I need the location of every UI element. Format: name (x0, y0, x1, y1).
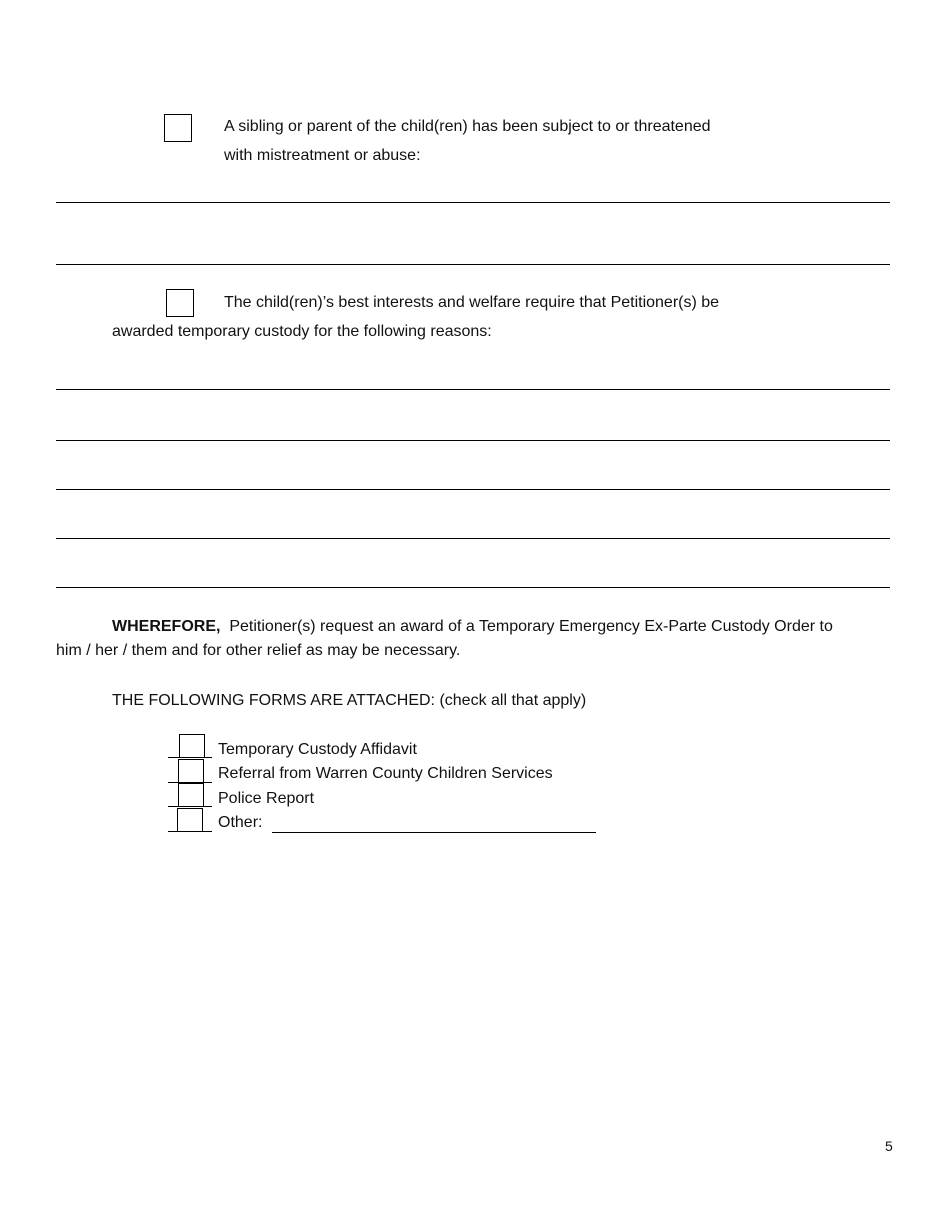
best-interests-checkbox[interactable] (166, 289, 194, 317)
mistreatment-text-line2: with mistreatment or abuse: (224, 147, 421, 164)
other-label: Other: (218, 814, 263, 831)
police-report-checkbox[interactable] (178, 783, 204, 807)
police-report-label: Police Report (218, 790, 315, 807)
mistreatment-text-line1: A sibling or parent of the child(ren) has been subject to or threatened (224, 118, 711, 135)
other-fill-line[interactable] (272, 832, 596, 833)
affidavit-label: Temporary Custody Affidavit (218, 741, 417, 758)
mistreatment-answer-line-1[interactable] (56, 202, 890, 203)
reasons-answer-line-2[interactable] (56, 440, 890, 441)
other-checkbox[interactable] (177, 808, 203, 832)
wherefore-text: Petitioner(s) request an award of a Temporary Emergency Ex-Parte Custody Order to (229, 618, 833, 635)
referral-label: Referral from Warren County Children Services (218, 765, 553, 782)
reasons-answer-line-1[interactable] (56, 389, 890, 390)
mistreatment-checkbox[interactable] (164, 114, 192, 142)
reasons-answer-line-3[interactable] (56, 489, 890, 490)
mistreatment-answer-line-2[interactable] (56, 264, 890, 265)
best-interests-text-line2: awarded temporary custody for the following reasons: (112, 323, 492, 340)
reasons-answer-line-4[interactable] (56, 538, 890, 539)
referral-checkbox[interactable] (178, 759, 204, 783)
wherefore-line2: him / her / them and for other relief as may be necessary. (56, 642, 461, 659)
reasons-answer-line-5[interactable] (56, 587, 890, 588)
wherefore-line1 (112, 618, 833, 636)
best-interests-text-line1: The child(ren)’s best interests and welfare require that Petitioner(s) be (224, 294, 720, 311)
page-number: 5 (885, 1138, 893, 1154)
attachments-heading: THE FOLLOWING FORMS ARE ATTACHED: (check all that apply) (112, 692, 587, 709)
wherefore-bold: WHEREFORE, (112, 618, 221, 635)
affidavit-checkbox[interactable] (179, 734, 205, 758)
